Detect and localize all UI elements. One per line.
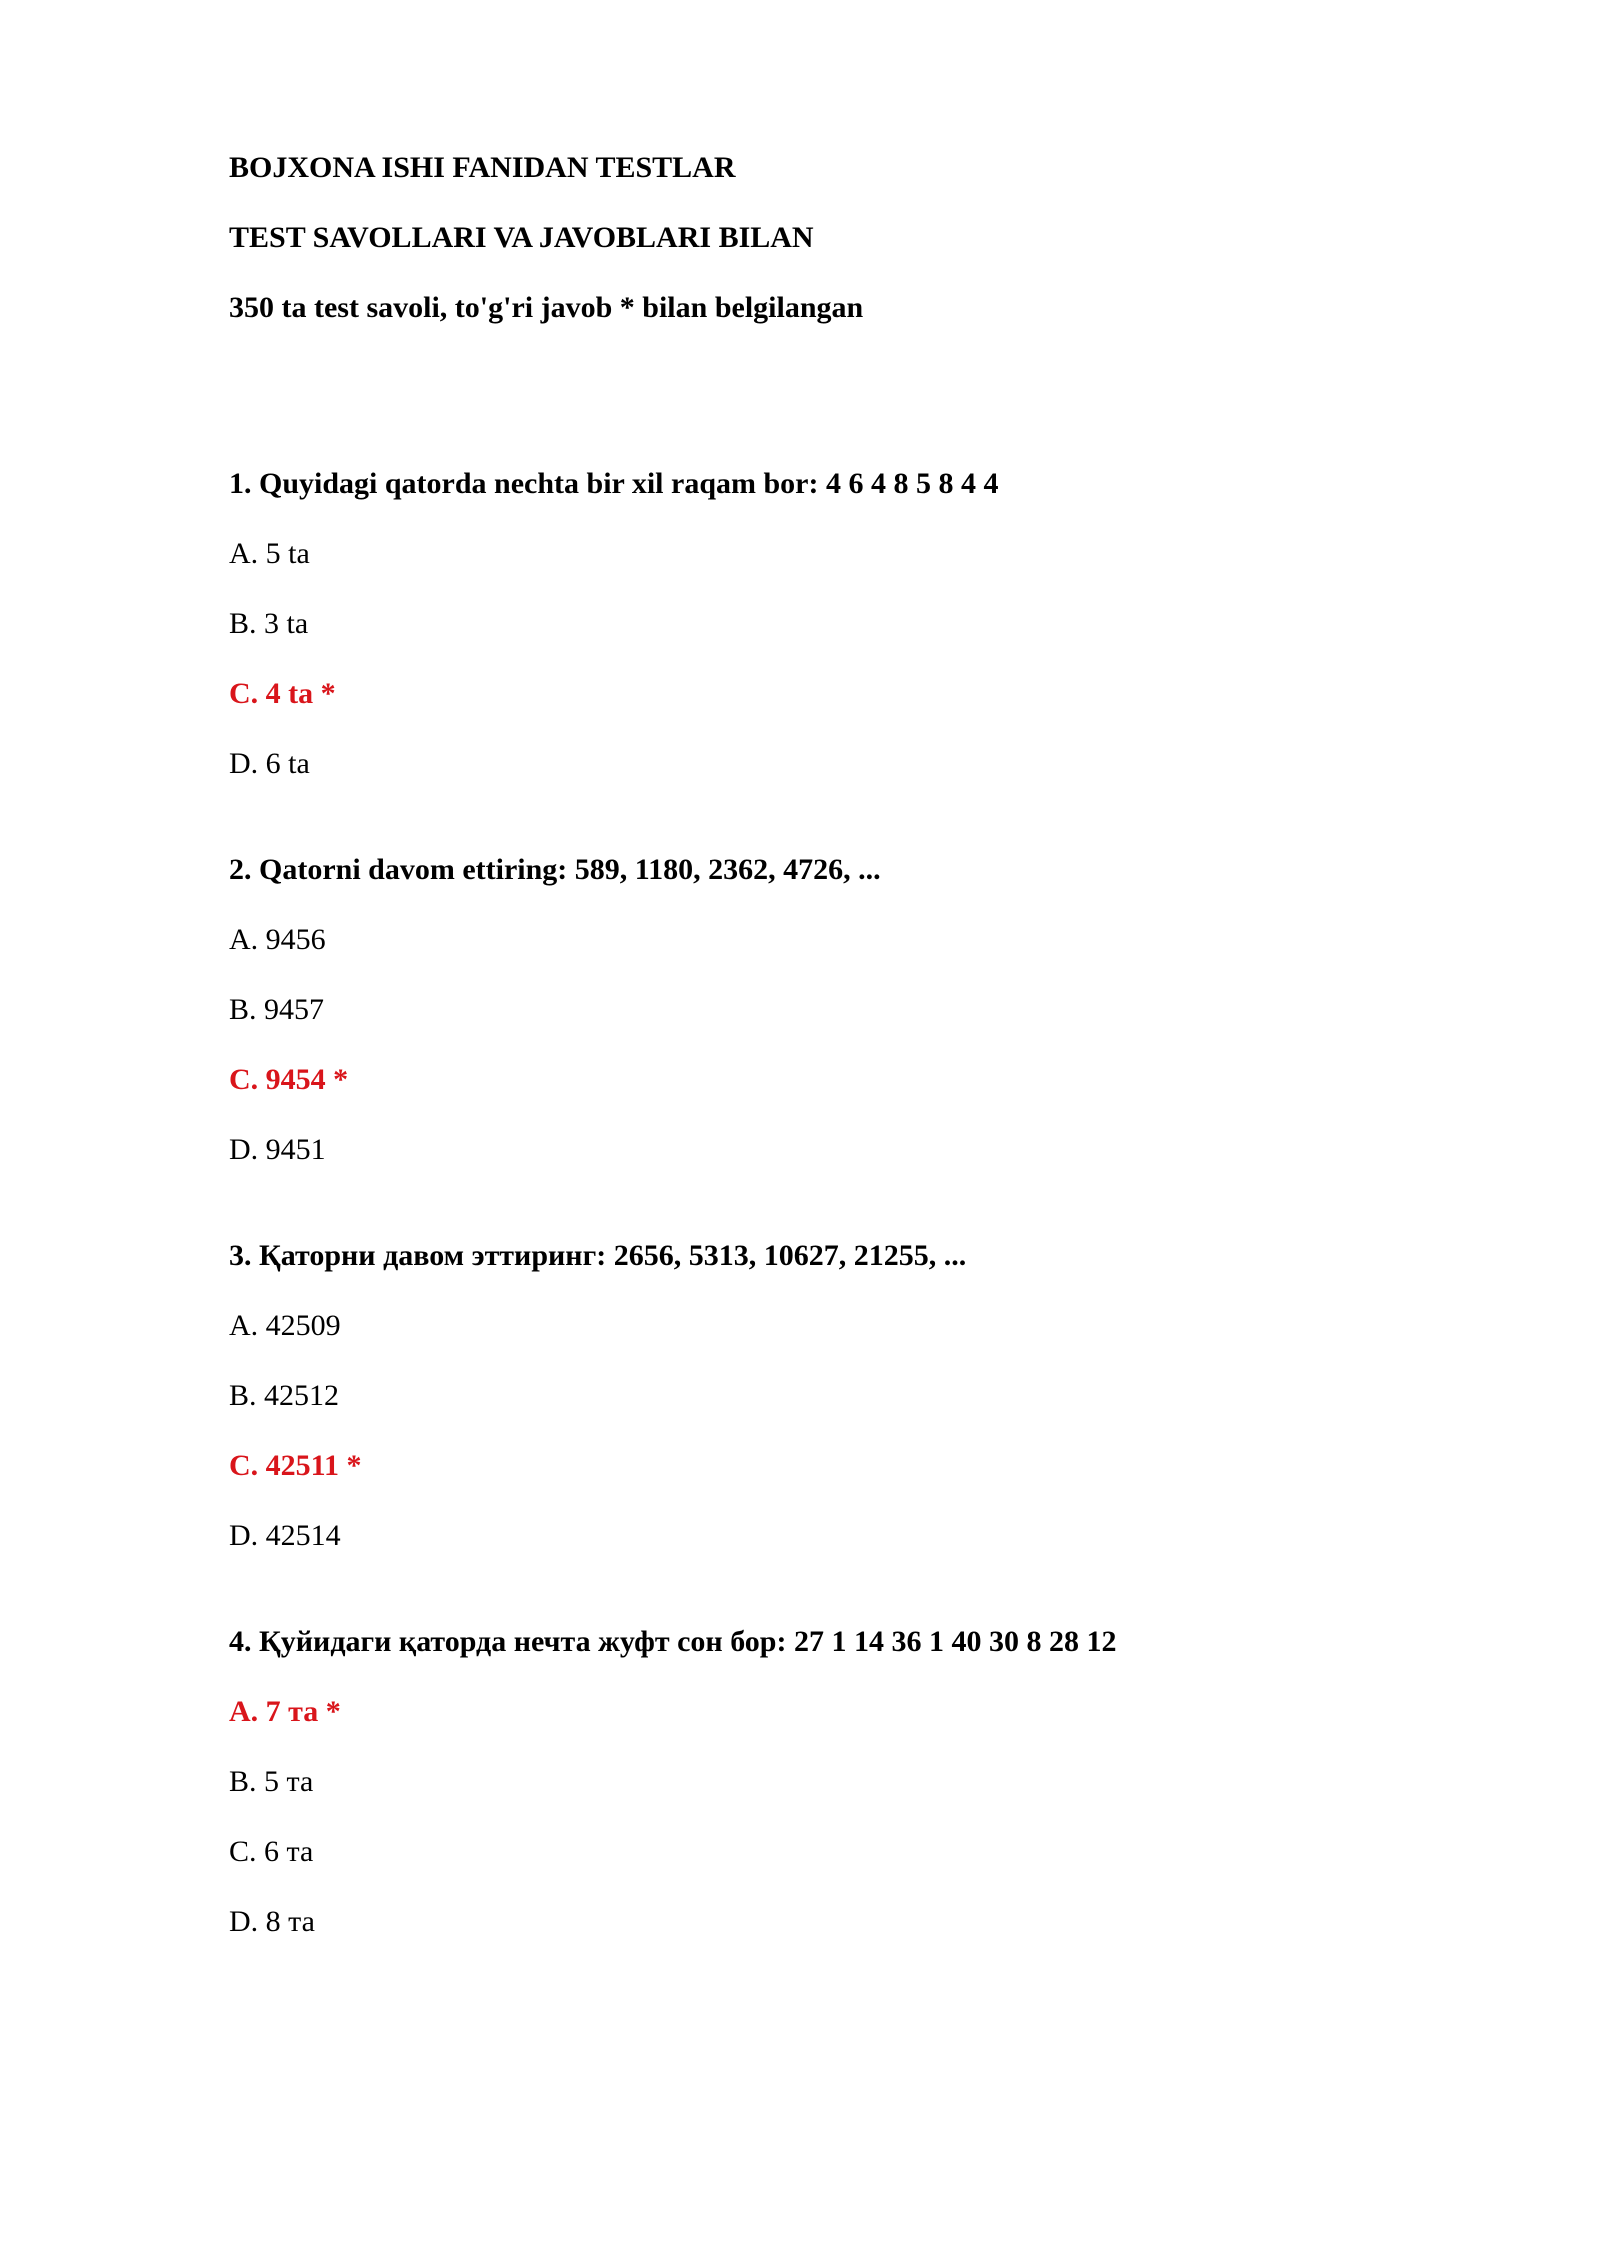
answer-option-b: B. 3 ta [229,607,309,640]
document-subtitle: TEST SAVOLLARI VA JAVOBLARI BILAN [229,221,814,254]
answer-option-a: A. 5 ta [229,537,310,570]
answer-option-d: D. 9451 [229,1133,326,1166]
answer-option-a: A. 7 та * [229,1695,341,1728]
document-header [229,150,1469,326]
question-4 [229,1624,1469,1940]
document-page [229,150,1469,2010]
answer-option-c: C. 42511 * [229,1449,362,1482]
document-description: 350 ta test savoli, to'g'ri javob * bilan belgilangan [229,291,864,324]
question-title: 3. Қаторни давом эттиринг: 2656, 5313, 10627, 21255, ... [229,1239,967,1272]
question-title: 4. Қуйидаги қаторда нечта жуфт сон бор: 27 1 14 36 1 40 30 8 28 12 [229,1625,1117,1658]
document-title: BOJXONA ISHI FANIDAN TESTLAR [229,151,736,184]
answer-option-d: D. 6 ta [229,747,310,780]
answer-option-d: D. 8 та [229,1905,315,1938]
answer-option-d: D. 42514 [229,1519,341,1552]
answer-option-b: B. 5 та [229,1765,314,1798]
question-1 [229,466,1469,782]
question-2 [229,852,1469,1168]
answer-option-a: A. 42509 [229,1309,341,1342]
answer-option-b: B. 9457 [229,993,325,1026]
question-3 [229,1238,1469,1554]
answer-option-c: C. 6 та [229,1835,314,1868]
question-title: 2. Qatorni davom ettiring: 589, 1180, 2362, 4726, ... [229,853,881,886]
answer-option-b: B. 42512 [229,1379,340,1412]
answer-option-c: C. 9454 * [229,1063,349,1096]
answer-option-a: A. 9456 [229,923,326,956]
answer-option-c: C. 4 ta * [229,677,336,710]
question-title: 1. Quyidagi qatorda nechta bir xil raqam bor: 4 6 4 8 5 8 4 4 [229,467,999,500]
